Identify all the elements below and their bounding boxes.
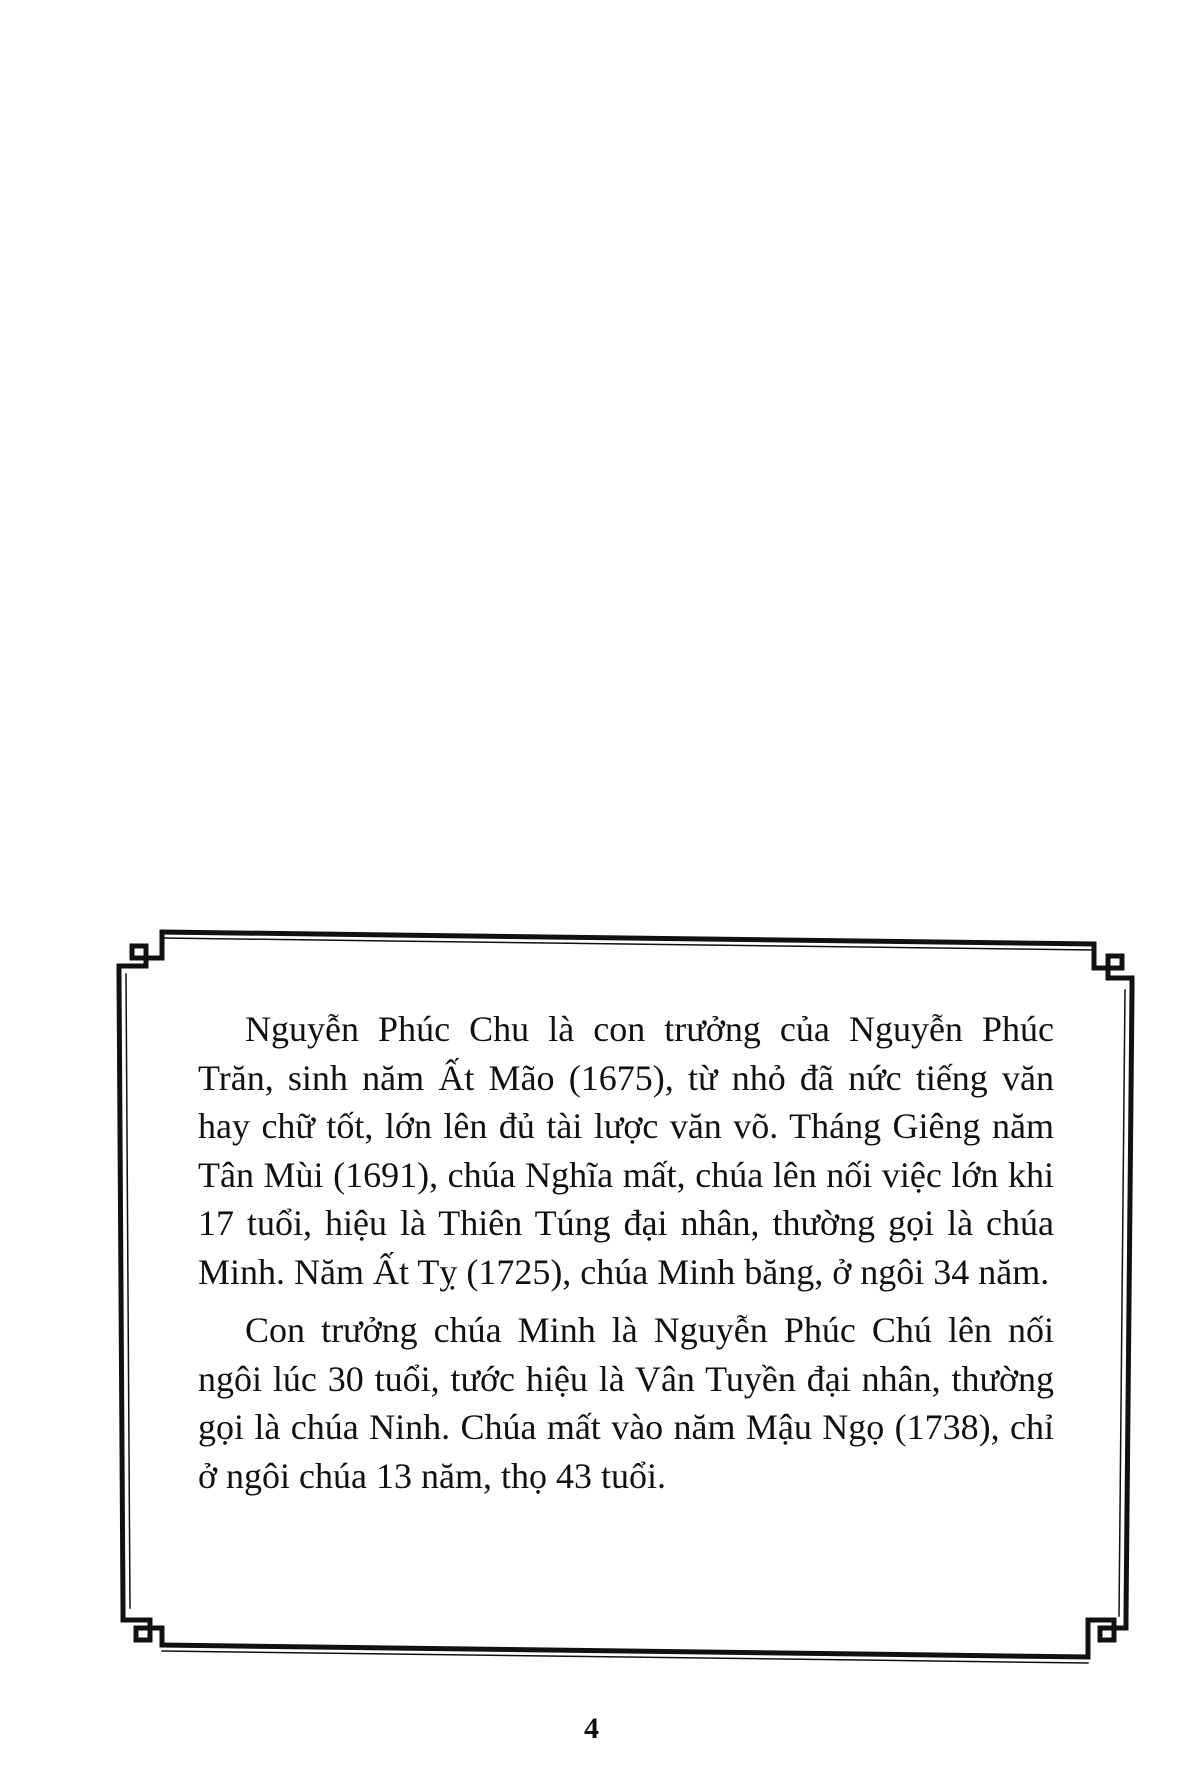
corner-ornament-bottom-right	[1088, 1616, 1126, 1657]
corner-ornament-top-right	[1094, 944, 1132, 990]
main-text-box	[198, 1005, 1054, 1500]
paragraph-2: Con trưởng chúa Minh là Nguyễn Phúc Chú lên nối ngôi lúc 30 tuổi, tước hiệu là Vân Tuyền đại nhân, thường gọi là chúa Ninh. Chúa mất vào năm Mậu Ngọ (1738), chỉ ở ngôi chúa 13 năm, thọ 43 tuổi.	[198, 1310, 1054, 1496]
corner-ornament-bottom-left	[123, 1608, 162, 1645]
page-number: 4	[584, 1712, 600, 1745]
paragraph-1: Nguyễn Phúc Chu là con trưởng của Nguyễn Phúc Trăn, sinh năm Ất Mão (1675), từ nhỏ đã nức tiếng văn hay chữ tốt, lớn lên đủ tài lược văn võ. Tháng Giêng năm Tân Mùi (1691), chúa Nghĩa mất, chúa lên nối việc lớn khi 17 tuổi, hiệu là Thiên Túng đại nhân, thường gọi là chúa Minh. Năm Ất Tỵ (1725), chúa Minh băng, ở ngôi 34 năm.	[198, 1009, 1054, 1292]
corner-ornament-top-left	[119, 932, 162, 974]
